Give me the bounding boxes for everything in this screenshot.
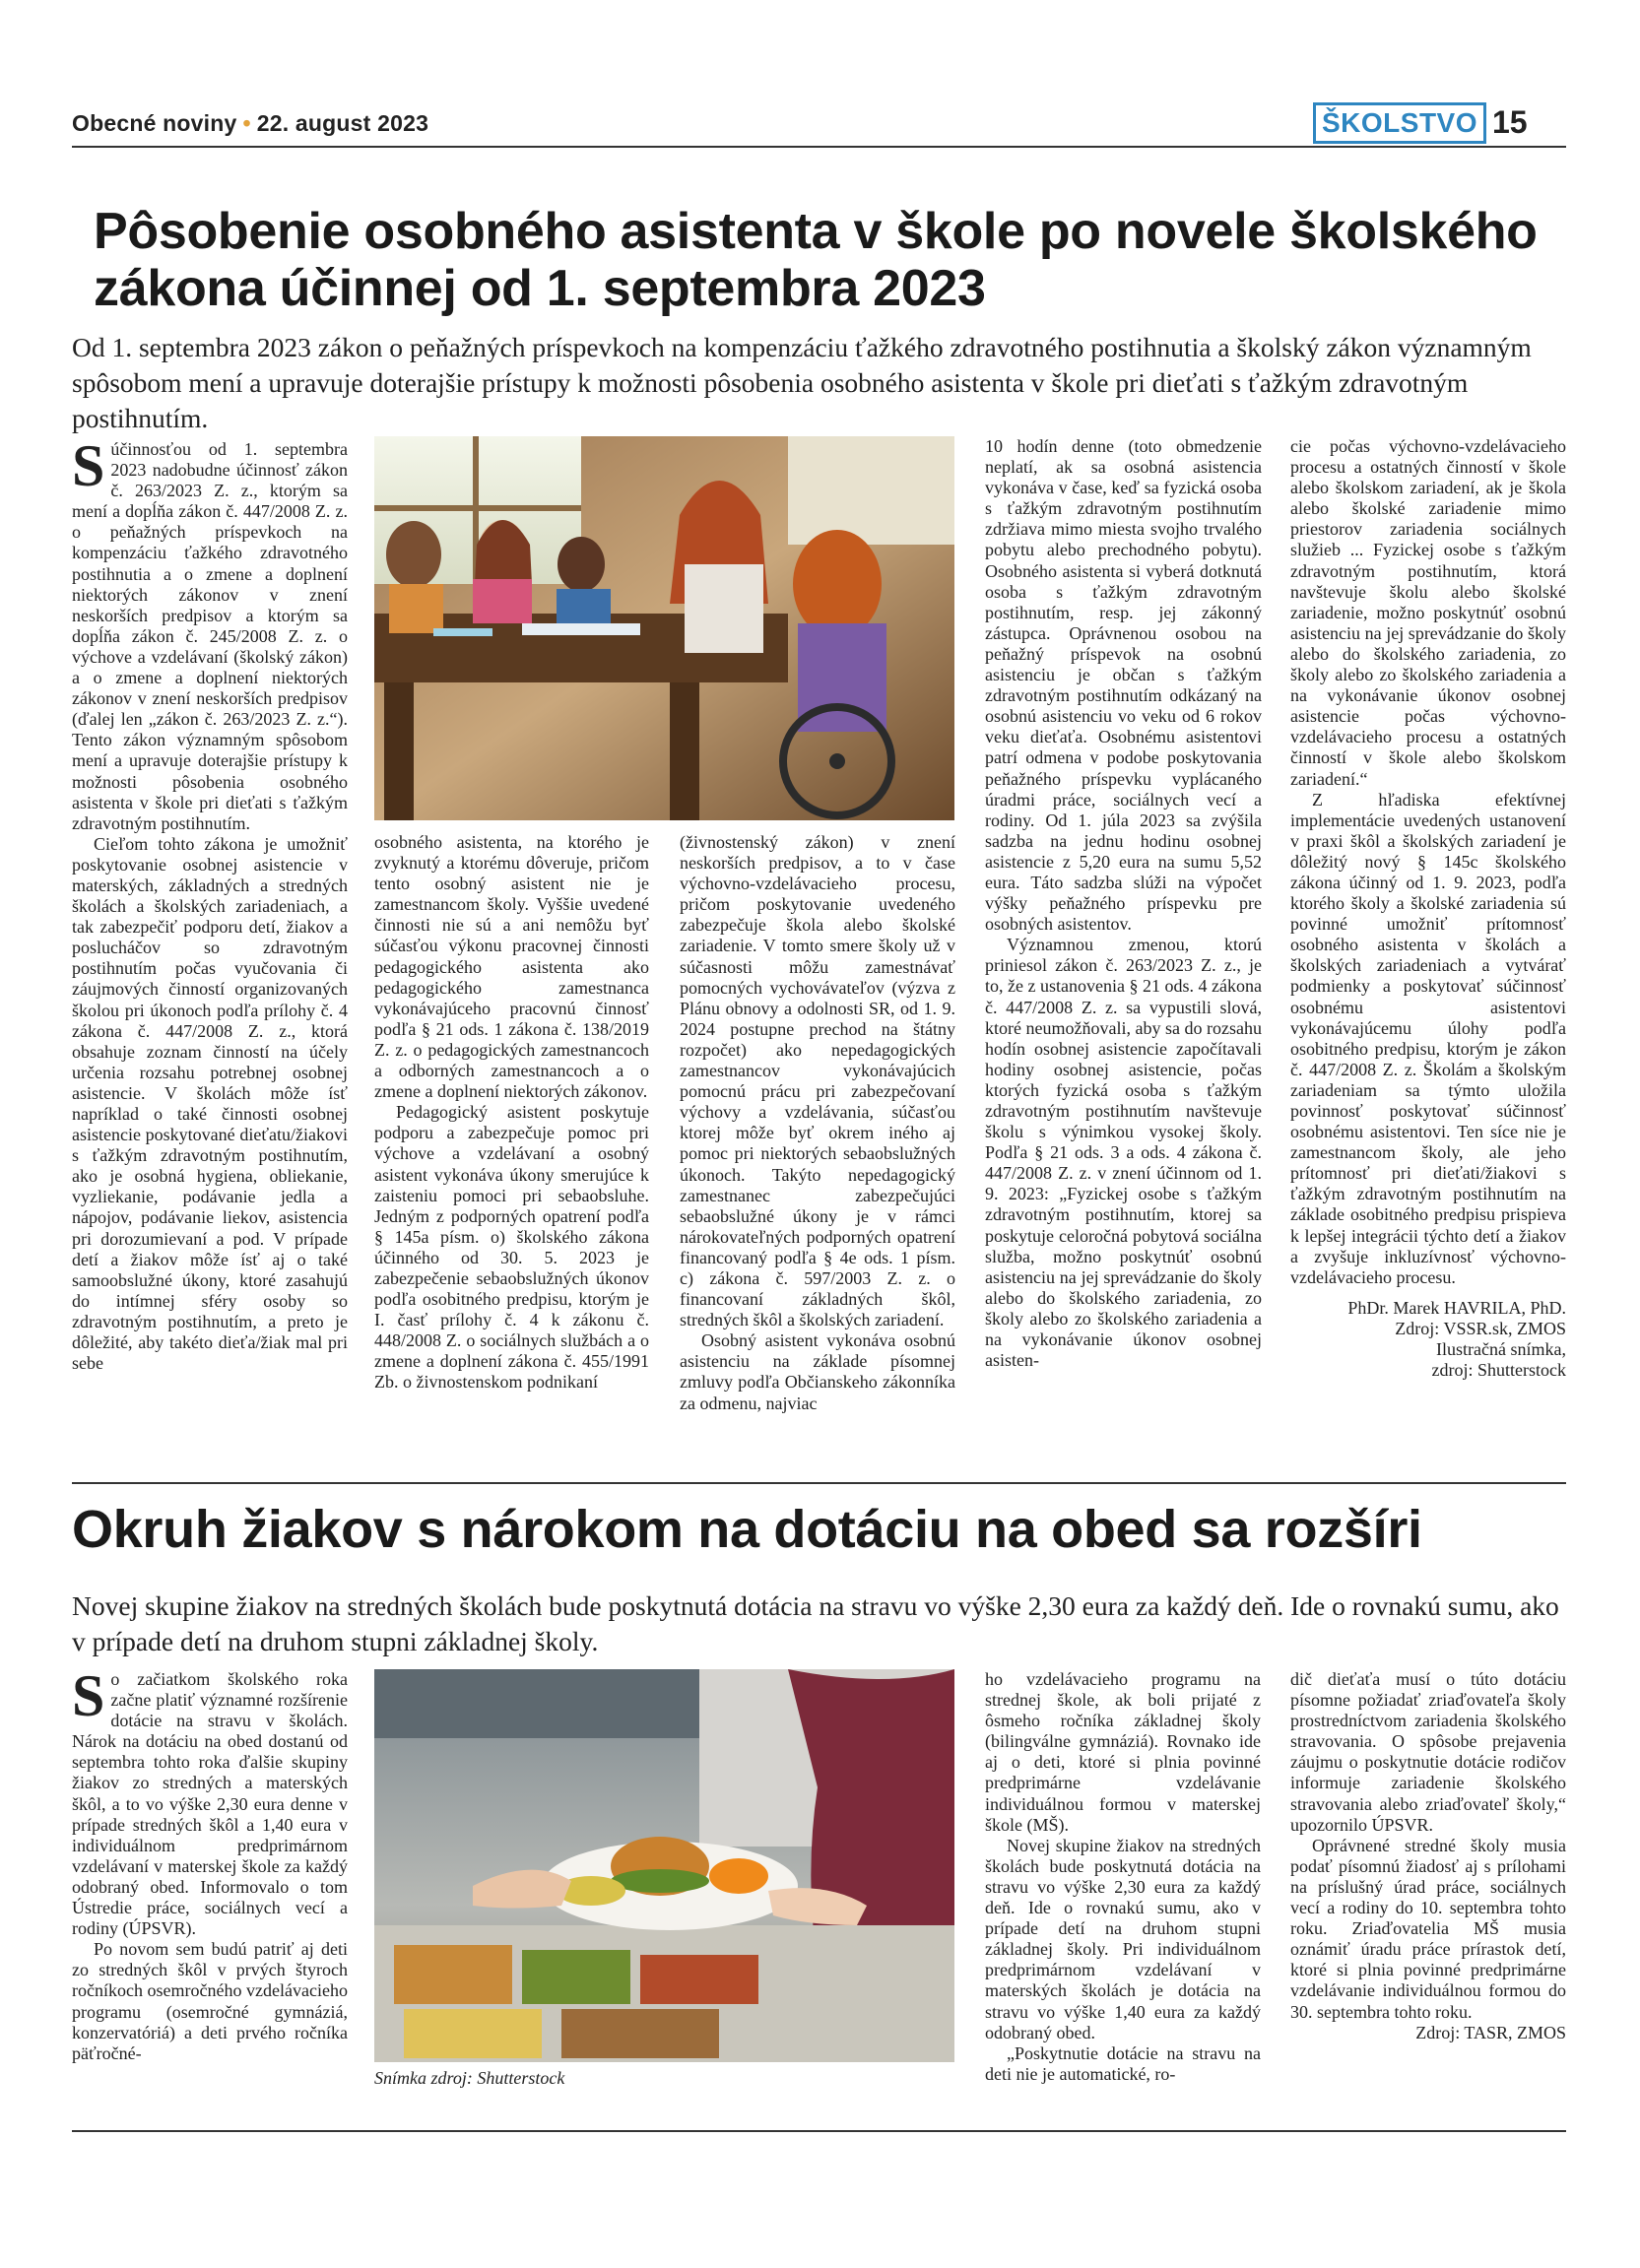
- article1-col4-p2: Významnou zmenou, ktorú priniesol zákon č. 263/2023 Z. z., je to, že z ustanovenia § 21 ods. 4 zákona č. 447/2008 Z. z. sa vypustili slová, ktoré neumožňovali, aby sa do rozsahu hodín osobnej asistencie započítavali hodiny osobnej asistencie, počas ktorých fyzická osoba s ťažkým zdravotným postihnutím navštevuje školu s výnimkou vysokej školy. Podľa § 21 ods. 3 a ods. 4 zákona č. 447/2008 Z. z. v znení účinnom od 1. 9. 2023: „Fyzickej osobe s ťažkým zdravotným postihnutím, ktorej sa poskytuje celoročná pobytová sociálna služba, možno poskytnúť osobnú asistenciu na jej sprevádzanie do školy alebo do školského zariadenia, zo školy alebo zo školského zariadenia a na vykonávanie úkonov osobnej asisten-: [985, 935, 1262, 1371]
- article2-col1-p2: Po novom sem budú patriť aj deti zo stredných škôl v prvých štyroch ročníkoch osemročného vzdelávacieho programu (osemročné gymnáziá, konzervatóriá) a deti prvého ročníka päťročné-: [72, 1939, 348, 2063]
- article2-column-2: [985, 1669, 1261, 2085]
- article2-photo-caption: Snímka zdroj: Shutterstock: [374, 2068, 565, 2088]
- article2-column-1: [72, 1663, 348, 2064]
- section-label: ŠKOLSTVO: [1313, 102, 1486, 144]
- header-divider: [72, 146, 1566, 148]
- article1-col2-p2: Pedagogický asistent poskytuje podporu a zabezpečuje pomoc pri výchove a vzdelávaní a osobný asistent vykonáva úkony smerujúce k zaisteniu pomoci pri sebaobsluhe. Jedným z podporných opatrení podľa § 145a písm. o) školského zákona účinného od 30. 5. 2023 je zabezpečenie sebaobslužných úkonov podľa osobitného predpisu, ktorým je I. časť prílohy č. 4 k zákonu č. 448/2008 Z. o sociálnych službách a o zmene a doplnení zákona č. 455/1991 Zb. o živnostenskom podnikaní: [374, 1102, 649, 1393]
- dropcap: S: [72, 1663, 105, 1728]
- article1-col1-p2: Cieľom tohto zákona je umožniť poskytovanie osobnej asistencie v materských, základných a stredných školách a školských zariadeniach, a tak zabezpečiť podporu detí, žiakov a poslucháčov so zdravotným postihnutím počas vyučovania či záujmových činností organizovaných školou pri úkonoch podľa prílohy č. 4 zákona č. 447/2008 Z. z., ktorá obsahuje zoznam činností na účely určenia rozsahu potrebnej osobnej asistencie. V školách môže ísť napríklad o také činnosti osobnej asistencie poskytované dieťatu/žiakovi s ťažkým zdravotným postihnutím, ako je osobná hygiena, obliekanie, vyzliekanie, podávanie jedla a nápojov, podávanie liekov, asistencia pri dorozumievaní a pod. V prípade detí a žiakov môže ísť aj o také samoobslužné úkony, ktoré zasahujú do intímnej sféry osoby so zdravotným postihnutím, a preto je dôležité, aby takéto dieťa/žiak mal pri sebe: [72, 833, 348, 1374]
- article1-title: Pôsobenie osobného asistenta v škole po novele školského zákona účinnej od 1. septembra 2023: [94, 203, 1538, 317]
- article1-col4-p1: 10 hodín denne (toto obmedzenie neplatí, ak sa osobná asistencia vykonáva v čase, keď sa fyzická osoba s ťažkým zdravotným postihnutím zdržiava mimo miesta svojho trvalého pobytu alebo prechodného pobytu). Osobného asistenta si vyberá dotknutá osoba s ťažkým zdravotným postihnutím, resp. jej zákonný zástupca. Oprávnenou osobou na peňažný príspevok na osobnú asistenciu je občan s ťažkým zdravotným postihnutím odkázaný na osobnú asistenciu vo veku od 6 rokov veku dieťaťa. Osobnému asistentovi patrí odmena v podobe poskytovania peňažného príspevku vyplácaného úradmi práce, sociálnych vecí a rodiny. Od 1. júla 2023 sa zvýšila sadzba na jednu hodinu osobnej asistencie z 5,20 eura na sumu 5,52 eura. Táto sadzba slúži na výpočet výšky peňažného príspevku pre osobných asistentov.: [985, 436, 1262, 935]
- article2-lead: Novej skupine žiakov na stredných školách bude poskytnutá dotácia na stravu vo výške 2,30 eura za každý deň. Ide o rovnakú sumu, ako v prípade detí na druhom stupni základnej školy.: [72, 1590, 1559, 1656]
- article1-column-4: [985, 436, 1262, 1371]
- dropcap: S: [72, 433, 105, 498]
- article2-col3-p2: Oprávnené stredné školy musia podať písomnú žiadosť aj s prílohami na príslušný úrad práce, sociálnych vecí a rodiny do 10. septembra tohto roku. Zriaďovatelia MŠ musia oznámiť úradu práce prírastok detí, ktoré si plnia povinné predprimárne vzdelávanie individuálnou formou do 30. septembra tohto roku.: [1290, 1835, 1566, 2022]
- article1-col3-p1: (živnostenský zákon) v znení neskorších predpisov, a to v čase výchovno-vzdelávacieho procesu, pričom poskytovanie uvedeného zabezpečuje škola alebo školské zariadenie. V tomto smere školy už v súčasnosti môžu zamestnávať pomocných vychovávateľov (výzva z Plánu obnovy a odolnosti SR, od 1. 9. 2024 postupne prechod na štátny rozpočet) ako nepedagogických zamestnancov vykonávajúcich pomocnú prácu pri zabezpečovaní výchovy a vzdelávania, súčasťou ktorej môže byť okrem iného aj pomoc pri niektorých sebaobslužných úkonoch. Takýto nepedagogický zamestnanec zabezpečujúci sebaobslužné úkony je v rámci nárokovateľných podporných opatrení financovaný podľa § 4e ods. 1 písm. c) zákona č. 597/2003 Z. z. o financovaní základných škôl, stredných škôl a školských zariadení.: [680, 832, 955, 1330]
- issue-date: 22. august 2023: [256, 110, 429, 136]
- article1-column-2: [374, 832, 649, 1393]
- article2-col3-p1: dič dieťaťa musí o túto dotáciu písomne požiadať zriaďovateľa školy prostredníctvom zariadenia školského stravovania. O spôsobe prejavenia záujmu o poskytnutie dotácie rodičov informuje zariadenie školského stravovania alebo zriaďovateľ školy,“ upozornilo ÚPSVR.: [1290, 1669, 1566, 1835]
- article1-column-5: [1290, 436, 1566, 1381]
- newspaper-name: Obecné noviny: [72, 110, 237, 136]
- article1-source: Zdroj: VSSR.sk, ZMOS: [1395, 1318, 1566, 1338]
- article2-photo-lunch: [374, 1669, 954, 2062]
- article1-column-1: [72, 433, 348, 1374]
- article2-col2-p2: Novej skupine žiakov na stredných školách bude poskytnutá dotácia na stravu vo výške 2,30 eura za každý deň. Ide o rovnakú sumu, ako v prípade detí na druhom stupni základnej školy. Pri individuálnom predprimárnom vzdelávaní v materských školách je dotácia na stravu vo výške 1,40 eura za každý odobraný obed.: [985, 1835, 1261, 2042]
- article1-col5-p2: Z hľadiska efektívnej implementácie uvedených ustanovení v praxi škôl a školských zariadení je dôležitý nový § 145c školského zákona účinný od 1. 9. 2023, podľa ktorého školy a školské zariadenia sú povinné umožniť prítomnosť osobného asistenta v školách a školských zariadeniach a vytvárať podmienky a poskytovať súčinnosť osobnému asistentovi vykonávajúcemu úlohy podľa osobitného predpisu, ktorým je zákon č. 447/2008 Z. z. Školám a školským zariadeniam sa týmto uložila povinnosť poskytovať súčinnosť osobnému asistentovi. Ten síce nie je zamestnancom školy, ale jeho prítomnosť pri dieťati/žiakovi s ťažkým zdravotným postihnutím na základe osobitného predpisu prispieva k lepšej integrácii týchto detí a žiakov a zvyšuje inkluzívnosť výchovno-vzdelávacieho procesu.: [1290, 789, 1566, 1287]
- article-divider: [72, 1482, 1566, 1484]
- masthead: [72, 110, 428, 137]
- article1-col1-p1: účinnosťou od 1. septembra 2023 nadobudne účinnosť zákon č. 263/2023 Z. z., ktorým sa mení a dopĺňa zákon č. 447/2008 Z. z. o peňažných príspevkoch na kompenzáciu ťažkého zdravotného postihnutia a o zmene a doplnení niektorých zákonov v znení neskorších predpisov a ktorým sa dopĺňa zákon č. 245/2008 Z. z. o výchove a vzdelávaní (školský zákon) a o zmene a doplnení niektorých zákonov v znení neskorších predpisov (ďalej len „zákon č. 263/2023 Z. z.“). Tento zákon významným spôsobom mení a upravuje doterajšie prístupy k možnosti pôsobenia osobného asistenta v škole pri dieťati s ťažkým zdravotným postihnutím.: [72, 439, 348, 833]
- article1-col3-p2: Osobný asistent vykonáva osobnú asistenciu na základe písomnej zmluvy podľa Občianskeho zákonníka za odmenu, najviac: [680, 1330, 955, 1413]
- article1-photo-credit-2: zdroj: Shutterstock: [1431, 1360, 1566, 1381]
- article2-column-3: [1290, 1669, 1566, 2043]
- article1-author: PhDr. Marek HAVRILA, PhD.: [1347, 1297, 1566, 1318]
- article2-col2-p3: „Poskytnutie dotácie na stravu na deti nie je automatické, ro-: [985, 2042, 1261, 2084]
- article2-source: Zdroj: TASR, ZMOS: [1415, 2022, 1566, 2042]
- footer-divider: [72, 2130, 1566, 2132]
- article1-col2-p1: osobného asistenta, na ktorého je zvyknutý a ktorému dôveruje, pričom tento osobný asistent nie je zamestnancom školy. Vyššie uvedené činnosti nie sú a ani nemôžu byť súčasťou výkonu pracovnej činnosti pedagogického asistenta ako pedagogického zamestnanca vykonávajúceho pracovnú činnosť podľa § 21 ods. 1 zákona č. 138/2019 Z. z. o pedagogických zamestnancoch a odborných zamestnancoch a o zmene a doplnení niektorých zákonov.: [374, 832, 649, 1102]
- article1-photo-credit-1: Ilustračná snímka,: [1436, 1339, 1566, 1360]
- article1-lead: Od 1. septembra 2023 zákon o peňažných príspevkoch na kompenzáciu ťažkého zdravotného postihnutia a školský zákon významným spôsobom mení a upravuje doterajšie prístupy k možnosti pôsobenia osobného asistenta v škole pri dieťati s ťažkým zdravotným postihnutím.: [72, 332, 1532, 433]
- article1-col5-p1: cie počas výchovno-vzdelávacieho procesu a ostatných činností v škole alebo školskom zariadení, ak je škola alebo školské zariadenie mimo priestorov zariadenia sociálnych služieb ... Fyzickej osobe s ťažkým zdravotným postihnutím, ktorá navštevuje školu alebo školské zariadenie, možno poskytnúť osobnú asistenciu na jej sprevádzanie do školy alebo do školského zariadenia, zo školy alebo zo školského zariadenia a na vykonávanie úkonov osobnej asistencie počas výchovno-vzdelávacieho procesu a ostatných činností v škole alebo školskom zariadení.“: [1290, 436, 1566, 789]
- bullet-dot-icon: •: [242, 110, 251, 136]
- article2-col2-p1: ho vzdelávacieho programu na strednej škole, ak boli prijaté z ôsmeho ročníka základnej školy (bilingválne gymnáziá). Rovnako ide aj o deti, ktoré si plnia povinné predprimárne vzdelávanie individuálnou formou v materskej škole (MŠ).: [985, 1669, 1261, 1835]
- article2-col1-p1: o začiatkom školského roka začne platiť významné rozšírenie dotácie na stravu v školách. Nárok na dotáciu na obed dostanú od septembra tohto roka ďalšie skupiny žiakov zo stredných a materských škôl, a to vo výške 2,30 eura denne v prípade stredných škôl a 1,40 eura v individuálnom predprimárnom vzdelávaní v materskej škole za každý odobraný obed. Informovalo o tom Ústredie práce, sociálnych vecí a rodiny (ÚPSVR).: [72, 1669, 348, 1939]
- article1-column-3: [680, 832, 955, 1414]
- article2-title: Okruh žiakov s nárokom na dotáciu na obed sa rozšíri: [72, 1500, 1422, 1559]
- article1-photo-classroom: [374, 436, 954, 820]
- page-number: 15: [1492, 104, 1528, 140]
